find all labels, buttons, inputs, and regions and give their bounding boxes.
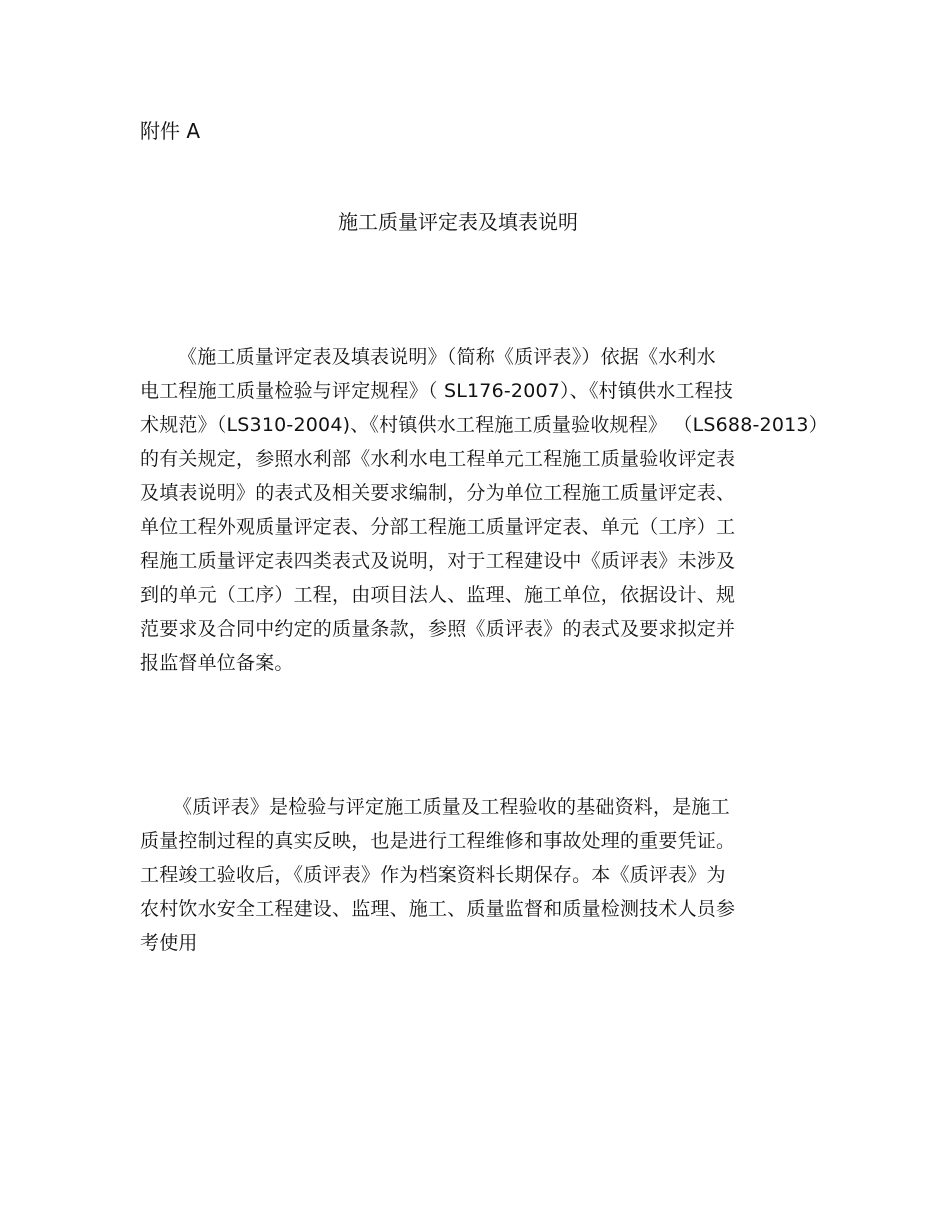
paragraph-line: 《质评表》是检验与评定施工质量及工程验收的基础资料，是施工 [173,796,730,818]
paragraph-line: 报监督单位备案。 [140,652,294,674]
paragraph-purpose [140,790,840,960]
paragraph-line: 术规范》（LS310-2004)、《村镇供水工程施工质量验收规程》 （LS688-2013） [140,414,828,436]
paragraph-line: 及填表说明》的表式及相关要求编制，分为单位工程施工质量评定表、 [140,482,736,504]
paragraph-line: 的有关规定，参照水利部《水利水电工程单元工程施工质量验收评定表 [140,448,736,470]
paragraph-line: 农村饮水安全工程建设、监理、施工、质量监督和质量检测技术人员参 [140,898,736,920]
document-title: 施工质量评定表及填表说明 [338,210,578,234]
paragraph-line: 工程竣工验收后，《质评表》作为档案资料长期保存。本《质评表》为 [140,864,726,886]
paragraph-line: 单位工程外观质量评定表、分部工程施工质量评定表、单元（工序）工 [140,516,736,538]
attachment-label: 附件 A [140,119,201,143]
paragraph-line: 质量控制过程的真实反映，也是进行工程维修和事故处理的重要凭证。 [140,830,736,852]
paragraph-line: 电工程施工质量检验与评定规程》（ SL176-2007）、《村镇供水工程技 [140,380,734,402]
paragraph-line: 程施工质量评定表四类表式及说明，对于工程建设中《质评表》未涉及 [140,550,736,572]
paragraph-intro [140,340,840,680]
paragraph-line: 到的单元（工序）工程，由项目法人、监理、施工单位，依据设计、规 [140,584,736,606]
paragraph-line: 考使用 [140,932,198,954]
paragraph-line: 范要求及合同中约定的质量条款，参照《质评表》的表式及要求拟定并 [140,618,736,640]
paragraph-line: 《施工质量评定表及填表说明》（简称《质评表》）依据《水利水 [178,346,716,368]
